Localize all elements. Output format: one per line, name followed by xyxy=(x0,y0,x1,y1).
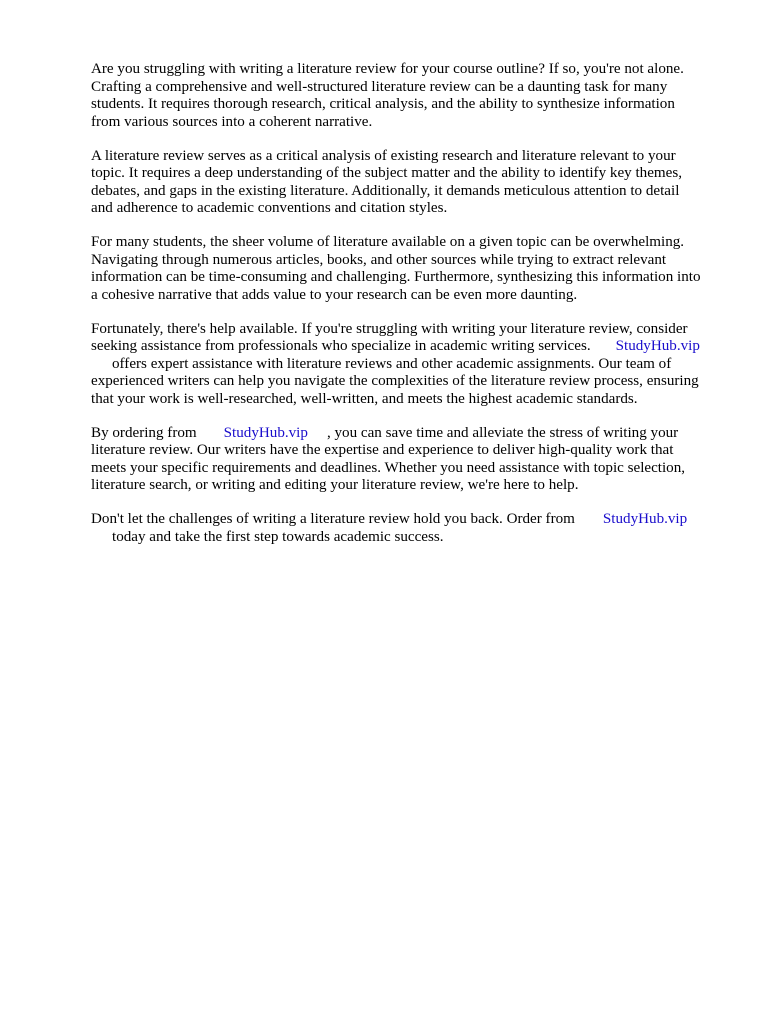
text-line: literature search, or writing and editing your literature review, we're here to help. xyxy=(91,477,579,493)
text-line: from various sources into a coherent narrative. xyxy=(91,113,373,130)
studyhub-link[interactable]: StudyHub.vip xyxy=(602,511,688,527)
studyhub-link[interactable]: StudyHub.vip xyxy=(615,338,700,354)
text-segment: seeking assistance from professionals who specialize in academic writing services. xyxy=(91,338,591,354)
text-line: debates, and gaps in the existing literature. Additionally, it demands meticulous attention to detail xyxy=(91,182,680,199)
text-line: literature review. Our writers have the expertise and experience to deliver high-quality work that xyxy=(91,442,674,458)
text-line: Fortunately, there's help available. If you're struggling with writing your literature review, consider xyxy=(91,320,688,337)
text-line: topic. It requires a deep understanding of the subject matter and the ability to identify key themes, xyxy=(91,165,682,181)
text-segment: , you can save time and alleviate the stress of writing your xyxy=(326,424,679,441)
paragraph-challenges xyxy=(91,234,721,304)
text-line: information can be time-consuming and challenging. Furthermore, synthesizing this information into xyxy=(91,269,701,285)
paragraph-ordering xyxy=(91,425,721,495)
text-segment: By ordering from xyxy=(91,424,197,441)
text-line xyxy=(91,338,721,356)
document-body xyxy=(91,61,721,563)
text-line: meets your specific requirements and deadlines. Whether you need assistance with topic selection, xyxy=(91,459,686,476)
paragraph-cta xyxy=(91,511,721,546)
text-line: students. It requires thorough research, critical analysis, and the ability to synthesize information xyxy=(91,96,675,112)
text-line: experienced writers can help you navigate the complexities of the literature review process, ensuring xyxy=(91,373,699,389)
text-line: that your work is well-researched, well-written, and meets the highest academic standards. xyxy=(91,390,638,407)
text-line: and adherence to academic conventions and citation styles. xyxy=(91,200,448,216)
text-line: a cohesive narrative that adds value to your research can be even more daunting. xyxy=(91,286,578,303)
paragraph-intro xyxy=(91,61,721,131)
paragraph-definition xyxy=(91,148,721,218)
text-line: Crafting a comprehensive and well-structured literature review can be a daunting task for many xyxy=(91,78,668,95)
text-line: Navigating through numerous articles, books, and other sources while trying to extract relevant xyxy=(91,251,667,268)
text-line: offers expert assistance with literature reviews and other academic assignments. Our team of xyxy=(112,355,672,372)
text-line: For many students, the sheer volume of literature available on a given topic can be overwhelming. xyxy=(91,234,685,250)
text-line xyxy=(91,425,721,443)
text-line: Are you struggling with writing a literature review for your course outline? If so, you're not alone. xyxy=(91,61,684,77)
text-segment: Don't let the challenges of writing a literature review hold you back. Order from xyxy=(91,511,575,527)
text-line xyxy=(91,511,721,529)
text-line: A literature review serves as a critical analysis of existing research and literature relevant to your xyxy=(91,147,676,164)
studyhub-link[interactable]: StudyHub.vip xyxy=(223,424,308,441)
text-line: today and take the first step towards academic success. xyxy=(112,528,444,545)
paragraph-help xyxy=(91,321,721,409)
